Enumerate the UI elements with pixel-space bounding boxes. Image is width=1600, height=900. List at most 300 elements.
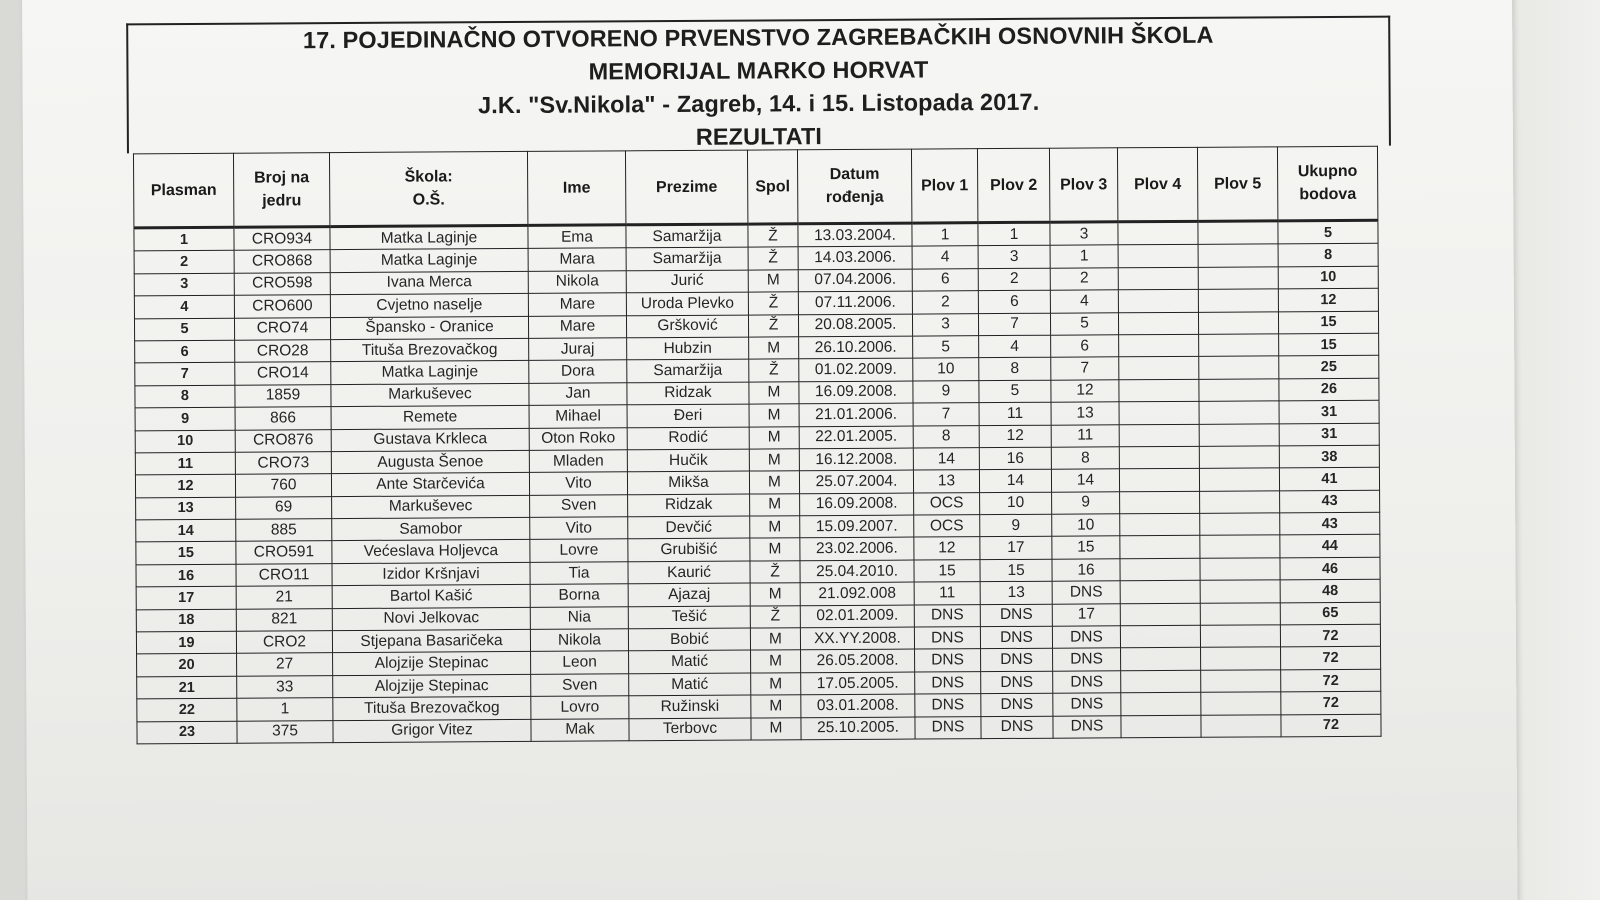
- cell-plov-5: [1199, 401, 1279, 424]
- cell-plov-2: 16: [979, 447, 1051, 470]
- cell-plov-1: 3: [912, 313, 978, 336]
- cell-skola: Izidor Kršnjavi: [332, 562, 530, 586]
- cell-plov-5: [1198, 289, 1278, 312]
- cell-broj-na-jedru: 885: [236, 519, 332, 542]
- cell-skola: Grigor Vitez: [333, 719, 531, 743]
- cell-prezime: Ajazaj: [628, 583, 750, 606]
- cell-plov-2: 2: [978, 268, 1050, 291]
- cell-broj-na-jedru: CRO28: [235, 340, 331, 363]
- cell-ime: Sven: [531, 674, 629, 697]
- cell-datum-rodenja: 03.01.2008.: [801, 694, 915, 717]
- cell-broj-na-jedru: CRO2: [236, 631, 332, 654]
- cell-plov-5: [1201, 714, 1281, 737]
- cell-plov-4: [1119, 446, 1199, 469]
- cell-ukupno-bodova: 43: [1280, 512, 1380, 535]
- cell-ukupno-bodova: 8: [1278, 244, 1378, 267]
- cell-plov-3: 4: [1050, 290, 1118, 313]
- results-document: [126, 16, 1394, 745]
- cell-plov-2: 9: [980, 514, 1052, 537]
- cell-plasman: 5: [134, 318, 234, 341]
- col-header-plov-4: Plov 4: [1117, 147, 1197, 221]
- cell-broj-na-jedru: CRO73: [235, 452, 331, 475]
- cell-ukupno-bodova: 65: [1280, 602, 1380, 625]
- cell-plov-1: OCS: [914, 492, 980, 515]
- cell-broj-na-jedru: 866: [235, 407, 331, 430]
- cell-ime: Mladen: [529, 450, 627, 473]
- cell-plov-1: 7: [913, 403, 979, 426]
- cell-plov-4: [1121, 670, 1201, 693]
- cell-ime: Borna: [530, 584, 628, 607]
- cell-ime: Lovro: [531, 696, 629, 719]
- col-header-datum-rodenja: Datum rođenja: [797, 149, 911, 224]
- cell-plov-5: [1198, 244, 1278, 267]
- cell-plov-4: [1118, 221, 1198, 245]
- cell-plov-1: 5: [913, 336, 979, 359]
- cell-prezime: Grubišić: [628, 539, 750, 562]
- cell-plov-5: [1198, 267, 1278, 290]
- cell-plov-5: [1201, 647, 1281, 670]
- cell-spol: Ž: [750, 605, 800, 628]
- cell-plov-5: [1200, 580, 1280, 603]
- col-header-plov-2: Plov 2: [977, 148, 1049, 222]
- cell-ukupno-bodova: 46: [1280, 557, 1380, 580]
- cell-datum-rodenja: 07.04.2006.: [798, 269, 912, 292]
- cell-plov-2: 10: [980, 492, 1052, 515]
- cell-ukupno-bodova: 15: [1279, 333, 1379, 356]
- cell-broj-na-jedru: 1: [237, 698, 333, 721]
- background-wall: [1505, 0, 1600, 900]
- cell-datum-rodenja: 13.03.2004.: [798, 223, 912, 247]
- col-header-plov-3: Plov 3: [1049, 148, 1117, 222]
- cell-plov-4: [1118, 289, 1198, 312]
- cell-ime: Vito: [530, 517, 628, 540]
- cell-ime: Nikola: [530, 629, 628, 652]
- cell-plasman: 22: [137, 698, 237, 721]
- cell-plov-1: 10: [913, 358, 979, 381]
- col-header-plov-5: Plov 5: [1197, 147, 1277, 221]
- cell-plov-4: [1120, 603, 1200, 626]
- col-header-prezime: Prezime: [625, 150, 747, 225]
- col-header-plov-1: Plov 1: [911, 149, 977, 223]
- cell-plov-2: DNS: [980, 604, 1052, 627]
- cell-plov-4: [1120, 581, 1200, 604]
- cell-datum-rodenja: 21.01.2006.: [799, 403, 913, 426]
- cell-ukupno-bodova: 72: [1281, 647, 1381, 670]
- cell-prezime: Kaurić: [628, 561, 750, 584]
- cell-plov-4: [1121, 648, 1201, 671]
- cell-datum-rodenja: 16.09.2008.: [799, 381, 913, 404]
- cell-spol: M: [748, 270, 798, 293]
- paper-sheet: [22, 0, 1518, 900]
- cell-plov-3: DNS: [1053, 715, 1121, 738]
- cell-plov-1: 12: [914, 537, 980, 560]
- cell-plov-3: 10: [1052, 514, 1120, 537]
- cell-plov-4: [1119, 379, 1199, 402]
- cell-broj-na-jedru: CRO876: [235, 429, 331, 452]
- cell-plov-2: 4: [979, 335, 1051, 358]
- cell-plov-1: 15: [914, 560, 980, 583]
- cell-datum-rodenja: 07.11.2006.: [798, 291, 912, 314]
- cell-plasman: 18: [136, 609, 236, 632]
- cell-plasman: 2: [134, 251, 234, 274]
- cell-spol: M: [749, 426, 799, 449]
- cell-spol: M: [751, 695, 801, 718]
- cell-plov-4: [1119, 334, 1199, 357]
- cell-skola: Novi Jelkovac: [332, 607, 530, 631]
- cell-spol: M: [750, 516, 800, 539]
- cell-plov-3: 16: [1052, 559, 1120, 582]
- cell-skola: Markuševec: [331, 383, 529, 407]
- cell-datum-rodenja: 16.12.2008.: [799, 448, 913, 471]
- cell-datum-rodenja: 20.08.2005.: [798, 314, 912, 337]
- cell-plasman: 20: [137, 654, 237, 677]
- cell-plasman: 13: [136, 497, 236, 520]
- cell-plov-4: [1119, 469, 1199, 492]
- cell-plasman: 3: [134, 273, 234, 296]
- cell-spol: Ž: [748, 292, 798, 315]
- cell-plov-4: [1120, 625, 1200, 648]
- cell-datum-rodenja: 16.09.2008.: [800, 493, 914, 516]
- cell-datum-rodenja: 01.02.2009.: [799, 358, 913, 381]
- cell-ukupno-bodova: 15: [1278, 311, 1378, 334]
- header-results-label: REZULTATI: [695, 123, 823, 150]
- cell-prezime: Rodić: [627, 427, 749, 450]
- cell-plov-1: DNS: [915, 716, 981, 739]
- cell-plov-3: DNS: [1052, 581, 1120, 604]
- cell-prezime: Matić: [629, 673, 751, 696]
- header-memorial: MEMORIJAL MARKO HORVAT: [588, 56, 929, 85]
- cell-datum-rodenja: 22.01.2005.: [799, 426, 913, 449]
- cell-plov-1: DNS: [914, 604, 980, 627]
- cell-plov-2: DNS: [981, 671, 1053, 694]
- cell-broj-na-jedru: CRO74: [234, 317, 330, 340]
- cell-broj-na-jedru: CRO868: [234, 250, 330, 273]
- cell-plasman: 21: [137, 676, 237, 699]
- cell-skola: Augusta Šenoe: [331, 450, 529, 474]
- cell-ukupno-bodova: 44: [1280, 535, 1380, 558]
- cell-ime: Mare: [528, 315, 626, 338]
- cell-spol: Ž: [749, 359, 799, 382]
- cell-plov-5: [1200, 513, 1280, 536]
- cell-ukupno-bodova: 10: [1278, 266, 1378, 289]
- cell-ukupno-bodova: 25: [1279, 356, 1379, 379]
- cell-skola: Matka Laginje: [330, 225, 528, 250]
- cell-plov-3: 3: [1050, 222, 1118, 246]
- cell-plov-1: 11: [914, 582, 980, 605]
- cell-skola: Ante Starčevića: [331, 473, 529, 497]
- cell-plov-3: DNS: [1052, 626, 1120, 649]
- cell-skola: Stjepana Basaričeka: [332, 629, 530, 653]
- cell-spol: M: [751, 673, 801, 696]
- cell-ime: Ema: [528, 225, 626, 249]
- cell-plov-3: 2: [1050, 268, 1118, 291]
- cell-ime: Juraj: [529, 338, 627, 361]
- cell-prezime: Bobić: [628, 628, 750, 651]
- cell-ime: Jan: [529, 383, 627, 406]
- document-header: [126, 16, 1391, 154]
- cell-spol: M: [749, 337, 799, 360]
- cell-skola: Alojzije Stepinac: [333, 652, 531, 676]
- cell-prezime: Samaržija: [626, 224, 748, 248]
- cell-plov-1: 14: [913, 448, 979, 471]
- cell-prezime: Samaržija: [627, 359, 749, 382]
- cell-plasman: 10: [135, 430, 235, 453]
- cell-prezime: Ridzak: [628, 494, 750, 517]
- cell-plov-2: 1: [978, 222, 1050, 246]
- cell-plov-2: 6: [978, 290, 1050, 313]
- cell-ukupno-bodova: 26: [1279, 378, 1379, 401]
- cell-plasman: 14: [136, 519, 236, 542]
- cell-plov-1: 6: [912, 268, 978, 291]
- cell-ukupno-bodova: 72: [1281, 669, 1381, 692]
- cell-datum-rodenja: 23.02.2006.: [800, 538, 914, 561]
- cell-plov-2: 15: [980, 559, 1052, 582]
- cell-prezime: Đeri: [627, 404, 749, 427]
- cell-plov-3: 14: [1051, 469, 1119, 492]
- cell-spol: M: [750, 583, 800, 606]
- cell-skola: Špansko - Oranice: [330, 316, 528, 340]
- cell-plov-2: DNS: [981, 649, 1053, 672]
- cell-prezime: Uroda Plevko: [626, 292, 748, 315]
- cell-datum-rodenja: 02.01.2009.: [800, 605, 914, 628]
- cell-ukupno-bodova: 43: [1280, 490, 1380, 513]
- cell-plov-1: DNS: [915, 671, 981, 694]
- cell-broj-na-jedru: 27: [237, 653, 333, 676]
- cell-datum-rodenja: 15.09.2007.: [800, 515, 914, 538]
- cell-plov-4: [1121, 693, 1201, 716]
- cell-datum-rodenja: 26.10.2006.: [799, 336, 913, 359]
- cell-spol: M: [750, 493, 800, 516]
- cell-plov-3: 7: [1051, 357, 1119, 380]
- cell-plov-1: 1: [912, 223, 978, 247]
- cell-skola: Matka Laginje: [330, 249, 528, 273]
- cell-prezime: Terbovc: [629, 718, 751, 741]
- cell-spol: M: [751, 717, 801, 740]
- cell-plov-5: [1199, 468, 1279, 491]
- cell-plov-3: 5: [1050, 312, 1118, 335]
- cell-plov-2: 7: [978, 313, 1050, 336]
- cell-broj-na-jedru: 21: [236, 586, 332, 609]
- cell-plov-3: 15: [1052, 536, 1120, 559]
- cell-skola: Tituša Brezovačkog: [333, 697, 531, 721]
- cell-plov-4: [1118, 312, 1198, 335]
- cell-spol: M: [749, 449, 799, 472]
- col-header-ime: Ime: [527, 151, 625, 226]
- cell-datum-rodenja: 26.05.2008.: [801, 649, 915, 672]
- cell-plov-5: [1201, 670, 1281, 693]
- cell-skola: Ivana Merca: [330, 271, 528, 295]
- cell-datum-rodenja: 25.04.2010.: [800, 560, 914, 583]
- cell-ukupno-bodova: 72: [1281, 691, 1381, 714]
- cell-plov-5: [1198, 221, 1278, 245]
- cell-prezime: Hučik: [627, 449, 749, 472]
- cell-plov-4: [1118, 245, 1198, 268]
- cell-prezime: Gršković: [626, 315, 748, 338]
- cell-plov-1: 9: [913, 380, 979, 403]
- cell-plasman: 23: [137, 721, 237, 744]
- cell-prezime: Hubzin: [627, 337, 749, 360]
- cell-ime: Mak: [531, 718, 629, 741]
- cell-ukupno-bodova: 72: [1280, 624, 1380, 647]
- cell-prezime: Jurić: [626, 270, 748, 293]
- cell-plov-4: [1120, 558, 1200, 581]
- cell-skola: Alojzije Stepinac: [333, 674, 531, 698]
- col-header-skola: Škola: O.Š.: [329, 151, 527, 226]
- col-header-spol: Spol: [747, 150, 797, 224]
- cell-plov-2: DNS: [981, 693, 1053, 716]
- cell-skola: Markuševec: [332, 495, 530, 519]
- cell-plov-3: 9: [1052, 491, 1120, 514]
- header-title: 17. POJEDINAČNO OTVORENO PRVENSTVO ZAGREBAČKIH OSNOVNIH ŠKOLA: [302, 21, 1214, 54]
- cell-broj-na-jedru: 69: [236, 496, 332, 519]
- cell-broj-na-jedru: CRO598: [234, 272, 330, 295]
- cell-plasman: 8: [135, 385, 235, 408]
- cell-plov-1: 8: [913, 425, 979, 448]
- cell-plov-4: [1118, 267, 1198, 290]
- cell-plov-4: [1119, 401, 1199, 424]
- cell-plasman: 1: [134, 227, 234, 251]
- cell-skola: Bartol Kašić: [332, 585, 530, 609]
- cell-ukupno-bodova: 5: [1278, 220, 1378, 244]
- cell-plov-3: DNS: [1053, 648, 1121, 671]
- cell-skola: Većeslava Holjevca: [332, 540, 530, 564]
- cell-plov-1: 2: [912, 291, 978, 314]
- cell-broj-na-jedru: CRO14: [235, 362, 331, 385]
- cell-plov-2: DNS: [980, 626, 1052, 649]
- cell-datum-rodenja: 14.03.2006.: [798, 246, 912, 269]
- cell-broj-na-jedru: 375: [237, 720, 333, 743]
- cell-broj-na-jedru: CRO591: [236, 541, 332, 564]
- cell-prezime: Ružinski: [629, 695, 751, 718]
- cell-plov-1: DNS: [915, 694, 981, 717]
- cell-plov-5: [1201, 692, 1281, 715]
- cell-plov-3: 13: [1051, 402, 1119, 425]
- cell-plov-4: [1120, 491, 1200, 514]
- cell-plov-4: [1120, 513, 1200, 536]
- cell-plasman: 7: [135, 363, 235, 386]
- cell-broj-na-jedru: CRO934: [234, 227, 330, 251]
- cell-plasman: 16: [136, 564, 236, 587]
- cell-skola: Gustava Krkleca: [331, 428, 529, 452]
- cell-plov-5: [1200, 558, 1280, 581]
- cell-ukupno-bodova: 31: [1279, 400, 1379, 423]
- cell-plasman: 15: [136, 542, 236, 565]
- cell-plov-2: 14: [979, 470, 1051, 493]
- cell-datum-rodenja: 21.092.008: [800, 582, 914, 605]
- cell-plov-4: [1121, 715, 1201, 738]
- cell-plov-3: 11: [1051, 424, 1119, 447]
- cell-plov-2: 12: [979, 425, 1051, 448]
- cell-spol: M: [749, 471, 799, 494]
- cell-prezime: Matić: [629, 650, 751, 673]
- cell-plov-5: [1199, 334, 1279, 357]
- cell-ime: Mare: [528, 293, 626, 316]
- cell-ime: Vito: [529, 472, 627, 495]
- cell-plov-2: 11: [979, 402, 1051, 425]
- cell-skola: Matka Laginje: [331, 361, 529, 385]
- cell-ime: Mara: [528, 248, 626, 271]
- cell-plov-3: DNS: [1053, 671, 1121, 694]
- cell-skola: Samobor: [332, 517, 530, 541]
- cell-plov-5: [1198, 311, 1278, 334]
- cell-spol: Ž: [750, 561, 800, 584]
- cell-spol: Ž: [748, 224, 798, 248]
- cell-ime: Oton Roko: [529, 427, 627, 450]
- cell-ukupno-bodova: 12: [1278, 288, 1378, 311]
- cell-datum-rodenja: 17.05.2005.: [801, 672, 915, 695]
- cell-spol: M: [749, 381, 799, 404]
- cell-ime: Tia: [530, 562, 628, 585]
- cell-plov-2: DNS: [981, 716, 1053, 739]
- col-header-ukupno-bodova: Ukupno bodova: [1277, 146, 1377, 221]
- cell-plov-5: [1200, 491, 1280, 514]
- cell-broj-na-jedru: CRO600: [234, 295, 330, 318]
- cell-plov-5: [1199, 423, 1279, 446]
- cell-plov-2: 5: [979, 380, 1051, 403]
- table-header-row: [133, 146, 1377, 228]
- results-table-body: [134, 220, 1381, 744]
- cell-plov-4: [1119, 424, 1199, 447]
- cell-plov-4: [1119, 357, 1199, 380]
- cell-plov-5: [1199, 379, 1279, 402]
- cell-plov-5: [1200, 625, 1280, 648]
- col-header-broj-na-jedru: Broj na jedru: [233, 153, 329, 228]
- cell-prezime: Samaržija: [626, 247, 748, 270]
- cell-spol: M: [751, 650, 801, 673]
- cell-plov-2: 8: [979, 358, 1051, 381]
- cell-spol: Ž: [748, 247, 798, 270]
- cell-plov-5: [1200, 535, 1280, 558]
- cell-ime: Lovre: [530, 539, 628, 562]
- cell-broj-na-jedru: 1859: [235, 384, 331, 407]
- cell-plov-4: [1120, 536, 1200, 559]
- cell-ime: Leon: [531, 651, 629, 674]
- cell-ukupno-bodova: 38: [1279, 445, 1379, 468]
- cell-plasman: 19: [136, 631, 236, 654]
- cell-plov-1: OCS: [914, 515, 980, 538]
- cell-prezime: Tešić: [628, 606, 750, 629]
- cell-broj-na-jedru: CRO11: [236, 563, 332, 586]
- cell-plov-1: 4: [912, 246, 978, 269]
- cell-ukupno-bodova: 48: [1280, 579, 1380, 602]
- cell-plov-1: DNS: [915, 649, 981, 672]
- cell-plov-2: 3: [978, 246, 1050, 269]
- cell-ukupno-bodova: 41: [1279, 468, 1379, 491]
- cell-plov-3: 6: [1051, 335, 1119, 358]
- cell-plov-5: [1199, 356, 1279, 379]
- cell-plasman: 9: [135, 407, 235, 430]
- cell-broj-na-jedru: 760: [235, 474, 331, 497]
- cell-ime: Mihael: [529, 405, 627, 428]
- cell-spol: Ž: [748, 314, 798, 337]
- cell-ime: Dora: [529, 360, 627, 383]
- cell-plov-3: 1: [1050, 245, 1118, 268]
- cell-ime: Nikola: [528, 271, 626, 294]
- cell-plov-3: DNS: [1053, 693, 1121, 716]
- cell-prezime: Mikša: [627, 471, 749, 494]
- cell-ukupno-bodova: 31: [1279, 423, 1379, 446]
- cell-prezime: Ridzak: [627, 382, 749, 405]
- cell-datum-rodenja: XX.YY.2008.: [800, 627, 914, 650]
- cell-plov-1: 13: [913, 470, 979, 493]
- header-venue-date: J.K. "Sv.Nikola" - Zagreb, 14. i 15. Listopada 2017.: [477, 88, 1040, 119]
- cell-plov-5: [1200, 602, 1280, 625]
- cell-plov-3: 12: [1051, 380, 1119, 403]
- cell-plasman: 12: [135, 475, 235, 498]
- cell-plov-1: DNS: [914, 627, 980, 650]
- cell-ime: Nia: [530, 606, 628, 629]
- cell-datum-rodenja: 25.10.2005.: [801, 717, 915, 740]
